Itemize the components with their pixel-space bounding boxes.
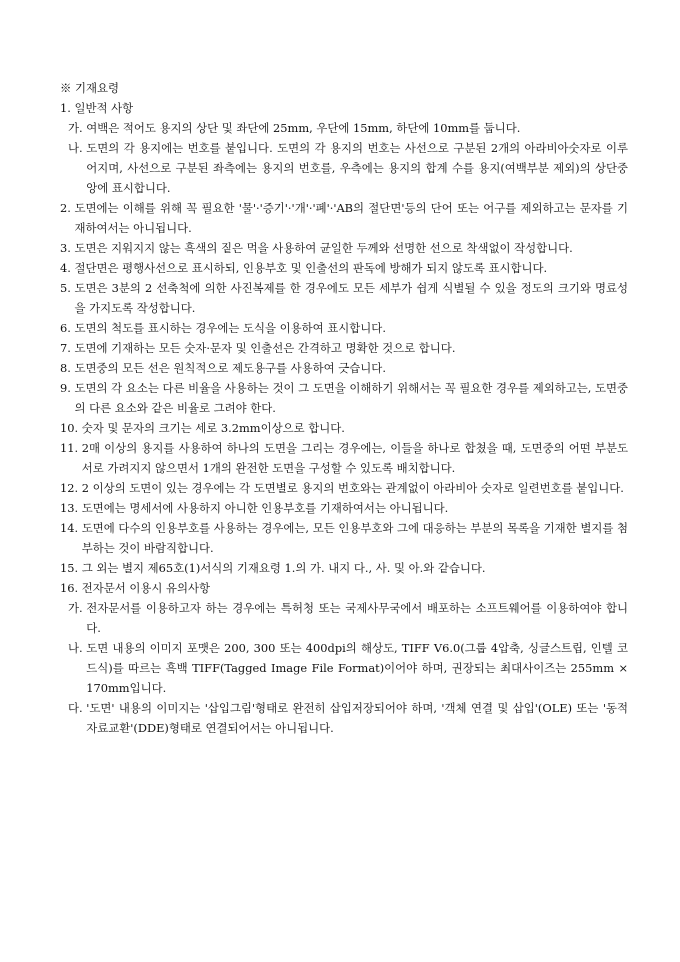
list-item [60,198,628,238]
item-number: 11. [60,441,82,455]
item-text: 절단면은 평행사선으로 표시하되, 인용부호 및 인출선의 판독에 방해가 되지 않도록 표시합니다. [74,261,548,275]
item-text: 2매 이상의 용지를 사용하여 하나의 도면을 그리는 경우에는, 이들을 하나로 합쳤을 때, 도면중의 어떤 부분도 서로 가려지지 않으면서 1개의 완전한 도면을 구성할 수 있도록 배치합니다. [81,441,628,475]
item-number: 15. [60,561,82,575]
item-text: 도면에는 이해를 위해 꼭 필요한 '물'·'증기'·'개'·'폐'·'AB의 절단면'등의 단어 또는 어구를 제외하고는 문자를 기재하여서는 아니됩니다. [74,201,628,235]
item-text: 도면의 척도를 표시하는 경우에는 도식을 이용하여 표시합니다. [74,321,386,335]
item-text: 도면중의 모든 선은 원칙적으로 제도용구를 사용하여 긋습니다. [74,361,386,375]
list-item [60,338,628,358]
item-text: 도면의 각 요소는 다른 비율을 사용하는 것이 그 도면을 이해하기 위해서는 꼭 필요한 경우를 제외하고는, 도면중의 다른 요소와 같은 비율로 그려야 한다. [74,381,628,415]
list-item [60,378,628,418]
sub-list-item [60,598,628,638]
item-number: 8. [60,361,75,375]
item-number: 3. [60,241,75,255]
item-number: 13. [60,501,82,515]
list-item [60,238,628,258]
list-item [60,318,628,338]
list-item [60,278,628,318]
item-text: 도면에 다수의 인용부호를 사용하는 경우에는, 모든 인용부호와 그에 대응하는 부분의 목록을 기재한 별지를 첨부하는 것이 바람직합니다. [81,521,628,555]
list-item [60,98,628,118]
item-text: 그 외는 별지 제65호(1)서식의 기재요령 1.의 가. 내지 다., 사. 및 아.와 같습니다. [81,561,486,575]
item-number: 12. [60,481,82,495]
item-number: 가. [68,121,87,135]
list-item [60,518,628,558]
sub-list-item [60,138,628,198]
item-text: 2 이상의 도면이 있는 경우에는 각 도면별로 용지의 번호와는 관계없이 아라비아 숫자로 일련번호를 붙입니다. [81,481,624,495]
item-number: 10. [60,421,82,435]
item-text: 여백은 적어도 용지의 상단 및 좌단에 25mm, 우단에 15mm, 하단에 10mm를 둡니다. [86,121,521,135]
item-text: 도면은 지워지지 않는 흑색의 짙은 먹을 사용하여 균일한 두께와 선명한 선으로 착색없이 작성합니다. [74,241,573,255]
item-number: 가. [68,601,87,615]
item-text: 일반적 사항 [74,101,134,115]
item-number: 2. [60,201,75,215]
item-number: 7. [60,341,75,355]
item-number: 6. [60,321,75,335]
item-number: 나. [68,141,87,155]
list-item [60,358,628,378]
sub-list-item [60,638,628,698]
instruction-list [60,98,628,738]
list-item [60,498,628,518]
list-item [60,578,628,598]
list-item [60,478,628,498]
item-number: 5. [60,281,75,295]
item-text: 도면의 각 용지에는 번호를 붙입니다. 도면의 각 용지의 번호는 사선으로 구분된 2개의 아라비아숫자로 이루어지며, 사선으로 구분된 좌측에는 용지의 번호를, 우측에는 용지의 합계 수를 용지(여백부분 제외)의 상단중앙에 표시합니다. [86,141,628,195]
item-number: 1. [60,101,75,115]
item-text: 도면 내용의 이미지 포맷은 200, 300 또는 400dpi의 해상도, TIFF V6.0(그룹 4압축, 싱글스트립, 인텔 코드식)를 따르는 흑백 TIFF(Tagged Image File Format)이어야 하며, 권장되는 최대사이즈는 255mm × 170mm입니다. [86,641,628,695]
item-number: 다. [68,701,87,715]
item-number: 나. [68,641,87,655]
item-text: 숫자 및 문자의 크기는 세로 3.2mm이상으로 합니다. [81,421,345,435]
item-number: 4. [60,261,75,275]
list-item [60,258,628,278]
item-number: 9. [60,381,75,395]
item-text: 전자문서 이용시 유의사항 [81,581,211,595]
item-text: 도면은 3분의 2 선축척에 의한 사진복제를 한 경우에도 모든 세부가 쉽게 식별될 수 있을 정도의 크기와 명료성을 가지도록 작성합니다. [74,281,628,315]
section-heading: ※ 기재요령 [60,81,120,95]
item-text: 전자문서를 이용하고자 하는 경우에는 특허청 또는 국제사무국에서 배포하는 소프트웨어를 이용하여야 합니다. [86,601,628,635]
list-item [60,558,628,578]
sub-list-item [60,118,628,138]
list-item [60,418,628,438]
item-text: 도면에 기재하는 모든 숫자·문자 및 인출선은 간격하고 명확한 것으로 합니다. [74,341,456,355]
sub-list-item [60,698,628,738]
item-text: '도면' 내용의 이미지는 '삽입그림'형태로 완전히 삽입저장되어야 하며, '객체 연결 및 삽입'(OLE) 또는 '동적 자료교환'(DDE)형태로 연결되어서는 아니됩니다. [86,701,628,735]
item-number: 16. [60,581,82,595]
item-text: 도면에는 명세서에 사용하지 아니한 인용부호를 기재하여서는 아니됩니다. [81,501,449,515]
item-number: 14. [60,521,82,535]
list-item [60,438,628,478]
